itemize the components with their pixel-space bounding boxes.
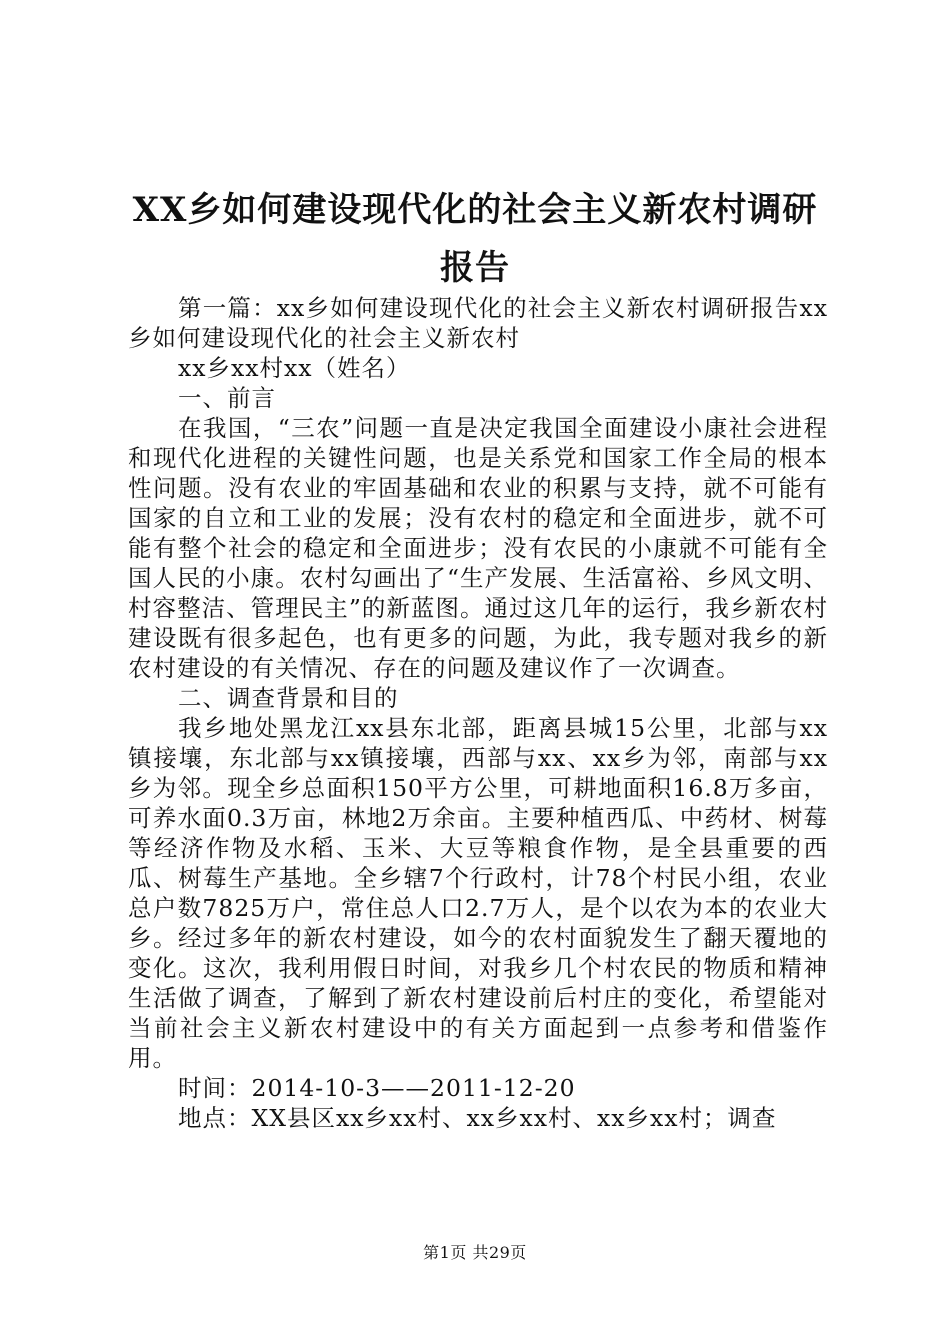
paragraph-background-body: 我乡地处黑龙江xx县东北部，距离县城15公里，北部与xx镇接壤，东北部与xx镇接壤，西部与xx、xx乡为邻，南部与xx乡为邻。现全乡总面积150平方公里，可耕地面积16.8万多亩，可养水面0.3万亩，林地2万余亩。主要种植西瓜、中药材、树莓等经济作物及水稻、玉米、大豆等粮食作物，是全县重要的西瓜、树莓生产基地。全乡辖7个行政村，计78个村民小组，农业总户数7825万户，常住总人口2.7万人，是个以农为本的农业大乡。经过多年的新农村建设，如今的农村面貌发生了翻天覆地的变化。这次，我利用假日时间，对我乡几个村农民的物质和精神生活做了调查，了解到了新农村建设前后村庄的变化，希望能对当前社会主义新农村建设中的有关方面起到一点参考和借鉴作用。 — [128, 714, 828, 1072]
document-title-line-2: 报告 — [440, 248, 510, 288]
document-title-line-1: XX乡如何建设现代化的社会主义新农村调研 — [132, 190, 818, 230]
section-heading-preface: 一、前言 — [178, 384, 276, 412]
document-body — [128, 293, 828, 1133]
paragraph-preface-body: 在我国，“三农”问题一直是决定我国全面建设小康社会进程和现代化进程的关键性问题，也是关系党和国家工作全局的根本性问题。没有农业的牢固基础和农业的积累与支持，就不可能有国家的自立和工业的发展；没有农村的稳定和全面进步，就不可能有整个社会的稳定和全面进步；没有农民的小康就不可能有全国人民的小康。农村勾画出了“生产发展、生活富裕、乡风文明、村容整洁、管理民主”的新蓝图。通过这几年的运行，我乡新农村建设既有很多起色，也有更多的问题，为此，我专题对我乡的新农村建设的有关情况、存在的问题及建议作了一次调查。 — [128, 414, 828, 682]
paragraph-location: 地点：XX县区xx乡xx村、xx乡xx村、xx乡xx村；调查 — [178, 1104, 777, 1132]
paragraph-time: 时间：2014-10-3——2011-12-20 — [178, 1074, 576, 1102]
page-footer: 第1页 共29页 — [423, 1243, 527, 1262]
paragraph-author-line: xx乡xx村xx（姓名） — [178, 354, 411, 382]
section-heading-background: 二、调查背景和目的 — [178, 684, 399, 712]
paragraph-chapter-heading: 第一篇：xx乡如何建设现代化的社会主义新农村调研报告xx乡如何建设现代化的社会主义新农村 — [128, 294, 828, 352]
